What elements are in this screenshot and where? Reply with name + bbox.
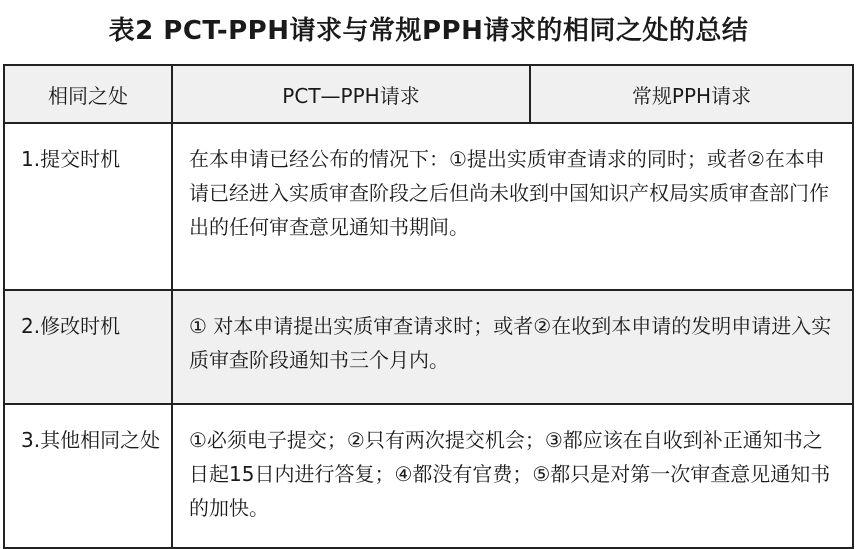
table-title: 表2 PCT-PPH请求与常规PPH请求的相同之处的总结 [108,16,749,46]
table-row [4,290,853,404]
comparison-table [3,64,854,549]
header-pct-pph: PCT—PPH请求 [172,65,530,123]
row-content: ①必须电子提交；②只有两次提交机会；③都应该在自收到补正通知书之日起15日内进行答复；④都没有官费；⑤都只是对第一次审查意见通知书的加快。 [172,404,853,548]
row-label: 3.其他相同之处 [4,404,172,548]
table-row [4,123,853,290]
row-content: ① 对本申请提出实质审查请求时；或者②在收到本申请的发明申请进入实质审查阶段通知书三个月内。 [172,290,853,404]
row-content: 在本申请已经公布的情况下：①提出实质审查请求的同时；或者②在本申请已经进入实质审查阶段之后但尚未收到中国知识产权局实质审查部门作出的任何审查意见通知书期间。 [172,123,853,290]
table-row [4,404,853,548]
header-row [4,65,853,123]
header-regular-pph: 常规PPH请求 [530,65,853,123]
row-label: 2.修改时机 [4,290,172,404]
row-label: 1.提交时机 [4,123,172,290]
header-similarities: 相同之处 [4,65,172,123]
